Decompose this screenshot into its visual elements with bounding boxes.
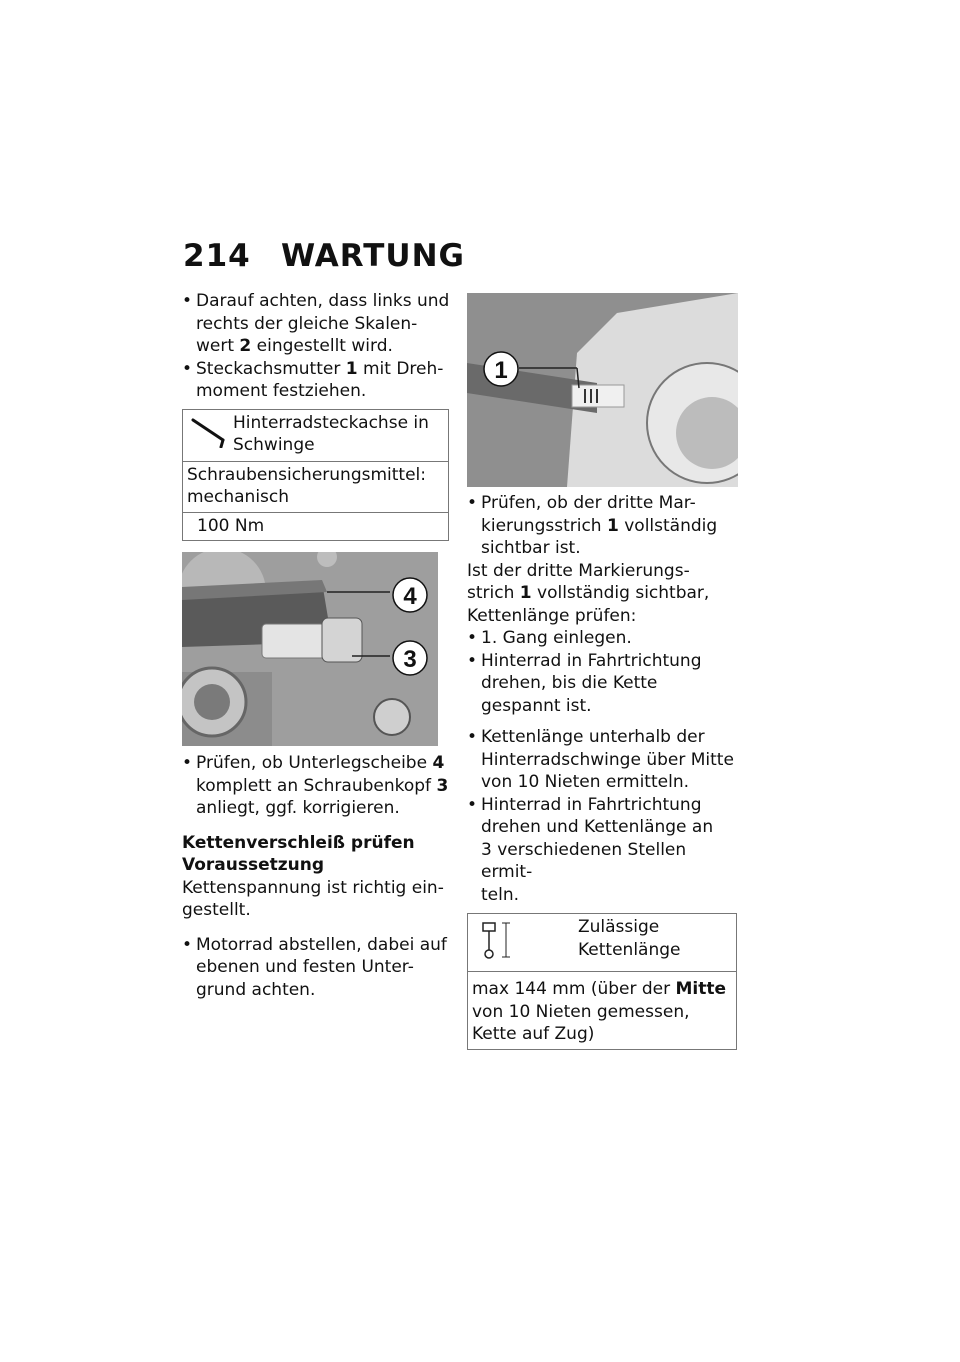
page-number: 214 — [183, 238, 251, 274]
text-line — [196, 335, 452, 358]
text: Steckachsmutter — [196, 358, 346, 379]
text: komplett an Schraubenkopf — [196, 775, 437, 796]
bullet-engage-gear: • 1. Gang einlegen. — [467, 627, 742, 650]
text-line: 3 verschiedenen Stellen ermit- — [481, 839, 687, 882]
text-line: Kettenlänge prüfen: — [467, 605, 637, 626]
torque-table-title — [183, 410, 448, 461]
figure-label-3: 3 — [403, 646, 417, 673]
text: max 144 mm (über der — [472, 979, 676, 999]
text-line: von 10 Nieten gemessen, — [472, 1001, 690, 1022]
text-line: Schwinge — [233, 435, 315, 455]
figure-label-1: 1 — [494, 357, 508, 384]
text-line: gespannt ist. — [481, 695, 592, 716]
text-line: sichtbar ist. — [481, 538, 581, 558]
text-line — [481, 515, 742, 538]
text: vollständig — [618, 515, 718, 536]
text-line: Schraubensicherungsmittel: — [187, 464, 426, 485]
torque-table-row-value: 100 Nm — [183, 512, 448, 541]
text-line: von 10 Nieten ermitteln. — [481, 772, 690, 792]
ref-number: 1 — [345, 358, 358, 379]
text-line: • Prüfen, ob der dritte Mar- — [481, 493, 696, 513]
bullet-check-marking — [467, 492, 742, 560]
text-line: mechanisch — [187, 487, 290, 507]
text-line: • Darauf achten, dass links und — [196, 291, 450, 311]
text-line: Kette auf Zug) — [472, 1024, 595, 1044]
text-line: Hinterradschwinge über Mitte — [481, 749, 734, 770]
text-line: • Hinterrad in Fahrtrichtung — [481, 650, 702, 671]
chain-length-icon — [480, 920, 514, 967]
text-line: teln. — [481, 884, 520, 905]
text: Prüfen, ob Unterlegscheibe — [196, 753, 433, 773]
figure-marking-line — [467, 293, 738, 487]
bullet-scale-value — [182, 290, 452, 358]
right-column — [467, 492, 742, 1050]
text-line: Hinterradsteckachse in — [233, 412, 429, 433]
bullet-turn-wheel — [467, 650, 742, 718]
torque-table — [182, 409, 449, 542]
bullet-check-washer — [182, 752, 452, 820]
text-line: anliegt, ggf. korrigieren. — [196, 798, 400, 818]
text-line: • Kettenlänge unterhalb der — [481, 727, 705, 747]
subheading: Voraussetzung — [182, 855, 325, 875]
ref-number: 3 — [436, 775, 449, 796]
bullet-measure-chain — [467, 726, 742, 794]
text: strich — [467, 583, 520, 603]
text-line — [196, 775, 452, 798]
text-line: drehen und Kettenlänge an — [481, 817, 714, 837]
text-line: gestellt. — [182, 900, 251, 920]
text-line: Zulässige Kettenlänge — [578, 917, 681, 960]
figure-label-4: 4 — [403, 583, 417, 610]
text: wert — [196, 336, 240, 356]
chain-length-table — [467, 913, 737, 1050]
text: vollständig sichtbar, — [531, 583, 710, 603]
ref-number: 4 — [432, 753, 445, 773]
torque-table-row-locking — [183, 461, 448, 512]
ref-number: 1 — [606, 515, 619, 536]
ref-number: 1 — [519, 583, 532, 603]
text-line: drehen, bis die Kette — [481, 673, 658, 693]
left-column — [182, 290, 452, 541]
text: eingestellt wird. — [251, 336, 393, 356]
text: mit Dreh- — [357, 358, 444, 379]
text: kierungsstrich — [481, 515, 607, 536]
figure-washer-bolt — [182, 552, 438, 746]
text-line: Kettenspannung ist richtig ein- — [182, 877, 444, 898]
ref-number: 2 — [239, 336, 252, 356]
page-header — [183, 238, 465, 274]
text-line: • Hinterrad in Fahrtrichtung — [481, 794, 702, 815]
text-line: • Motorrad abstellen, dabei auf — [196, 934, 447, 955]
bullet-measure-three-points — [467, 794, 742, 907]
text-line — [196, 752, 452, 775]
chain-length-value — [468, 971, 736, 1049]
left-column-lower — [182, 752, 452, 1001]
section-title: WARTUNG — [281, 238, 465, 274]
text-line — [467, 582, 742, 605]
text-line: Ist der dritte Markierungs- — [467, 560, 690, 581]
text-line: rechts der gleiche Skalen- — [196, 313, 418, 334]
bullet-axle-nut — [182, 358, 452, 403]
text-line: ebenen und festen Unter- — [196, 957, 414, 977]
text-line — [472, 978, 732, 1001]
bold-text: Mitte — [675, 979, 727, 999]
chain-length-title — [468, 914, 736, 971]
bullet-park-motorcycle — [182, 934, 452, 1002]
text-line: grund achten. — [196, 979, 316, 1000]
text-line — [196, 358, 452, 381]
text-line: moment festziehen. — [196, 381, 367, 401]
torque-wrench-icon — [189, 414, 229, 455]
section-heading: Kettenverschleiß prüfen — [182, 832, 415, 853]
